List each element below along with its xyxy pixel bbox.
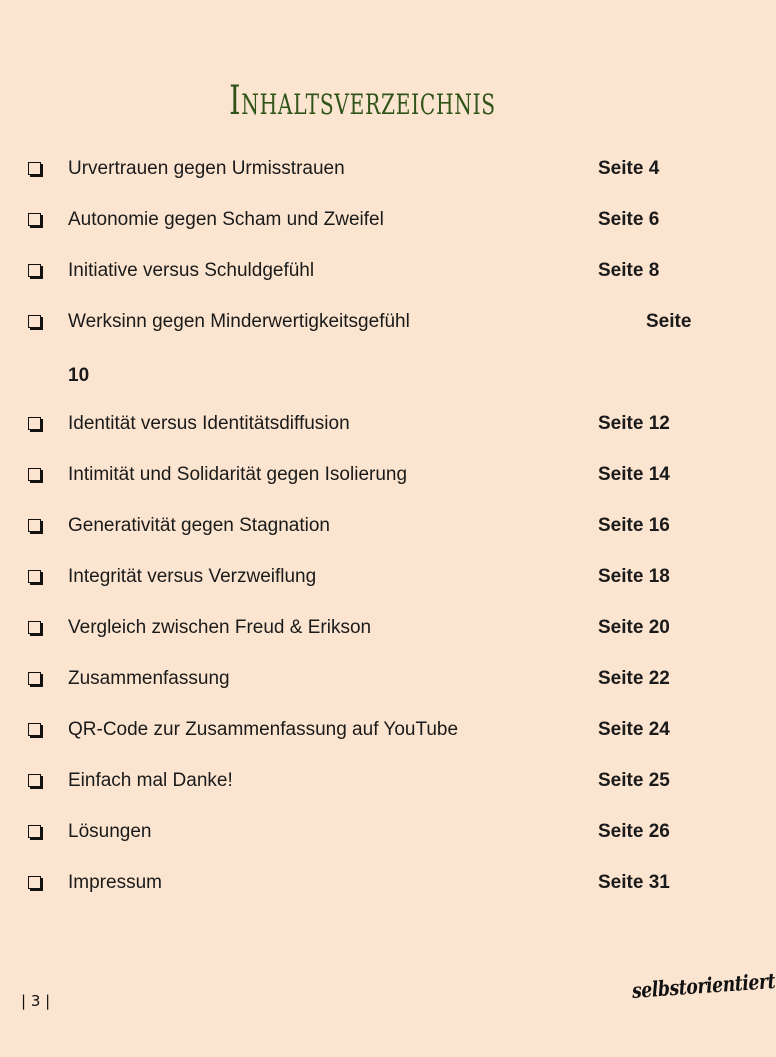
toc-item-label: Einfach mal Danke! bbox=[68, 770, 233, 791]
toc-item bbox=[0, 451, 755, 502]
checkbox-icon bbox=[28, 519, 41, 532]
toc-item-page: Seite 4 bbox=[598, 158, 660, 179]
toc-item bbox=[0, 145, 755, 196]
checkbox-icon bbox=[28, 825, 41, 838]
checkbox-icon bbox=[28, 876, 41, 889]
toc-item-page: Seite 25 bbox=[598, 770, 670, 791]
brand-signature: selbstorientiert bbox=[631, 968, 776, 1003]
toc-item-page: Seite 24 bbox=[598, 719, 670, 740]
toc-item-page: Seite 22 bbox=[598, 668, 670, 689]
toc-item-label: Generativität gegen Stagnation bbox=[68, 515, 330, 536]
toc-item-label: Impressum bbox=[68, 872, 162, 893]
toc-item-page: Seite 12 bbox=[598, 413, 670, 434]
toc-item-page: Seite 20 bbox=[598, 617, 670, 638]
toc-item bbox=[0, 400, 755, 451]
toc-item-label: Urvertrauen gegen Urmisstrauen bbox=[68, 158, 345, 179]
toc-item-label: Lösungen bbox=[68, 821, 152, 842]
toc-item-page: Seite 8 bbox=[598, 260, 660, 281]
toc-item-page: Seite 26 bbox=[598, 821, 670, 842]
toc-item bbox=[0, 553, 755, 604]
toc-item-page: Seite 31 bbox=[598, 872, 670, 893]
toc-item-label: Werksinn gegen Minderwertigkeitsgefühl bbox=[68, 311, 410, 332]
checkbox-icon bbox=[28, 672, 41, 685]
toc-item bbox=[0, 247, 755, 298]
checkbox-icon bbox=[28, 723, 41, 736]
toc-item-page: Seite 18 bbox=[598, 566, 670, 587]
toc-item-page: Seite 6 bbox=[598, 209, 660, 230]
toc-item bbox=[0, 757, 755, 808]
toc-item-label: Initiative versus Schuldgefühl bbox=[68, 260, 315, 281]
toc-item-label: QR-Code zur Zusammenfassung auf YouTube bbox=[68, 719, 459, 740]
checkbox-icon bbox=[28, 315, 41, 328]
toc-item-label: Identität versus Identitätsdiffusion bbox=[68, 413, 350, 434]
toc-item bbox=[0, 655, 755, 706]
checkbox-icon bbox=[28, 621, 41, 634]
checkbox-icon bbox=[28, 162, 41, 175]
checkbox-icon bbox=[28, 774, 41, 787]
toc-item-page-continuation: 10 bbox=[68, 365, 90, 386]
checkbox-icon bbox=[28, 468, 41, 481]
checkbox-icon bbox=[28, 417, 41, 430]
footer-page-number: | 3 | bbox=[21, 992, 51, 1010]
toc-item-page: Seite 16 bbox=[598, 515, 670, 536]
toc-item-label: Zusammenfassung bbox=[68, 668, 230, 689]
checkbox-icon bbox=[28, 264, 41, 277]
toc-item bbox=[0, 706, 755, 757]
page-title: Inhaltsverzeichnis bbox=[229, 78, 496, 124]
toc-item bbox=[0, 502, 755, 553]
toc-item bbox=[0, 298, 755, 349]
toc-item-label: Integrität versus Verzweiflung bbox=[68, 566, 317, 587]
checkbox-icon bbox=[28, 570, 41, 583]
toc-item bbox=[0, 808, 755, 859]
toc-item-page: Seite 14 bbox=[598, 464, 670, 485]
toc-item bbox=[0, 604, 755, 655]
checkbox-icon bbox=[28, 213, 41, 226]
toc-item-label: Intimität und Solidarität gegen Isolierung bbox=[68, 464, 408, 485]
toc-item-label: Vergleich zwischen Freud & Erikson bbox=[68, 617, 372, 638]
toc-item bbox=[0, 196, 755, 247]
toc-item bbox=[0, 859, 755, 910]
toc-item-page: Seite bbox=[646, 311, 692, 332]
toc-item-label: Autonomie gegen Scham und Zweifel bbox=[68, 209, 384, 230]
